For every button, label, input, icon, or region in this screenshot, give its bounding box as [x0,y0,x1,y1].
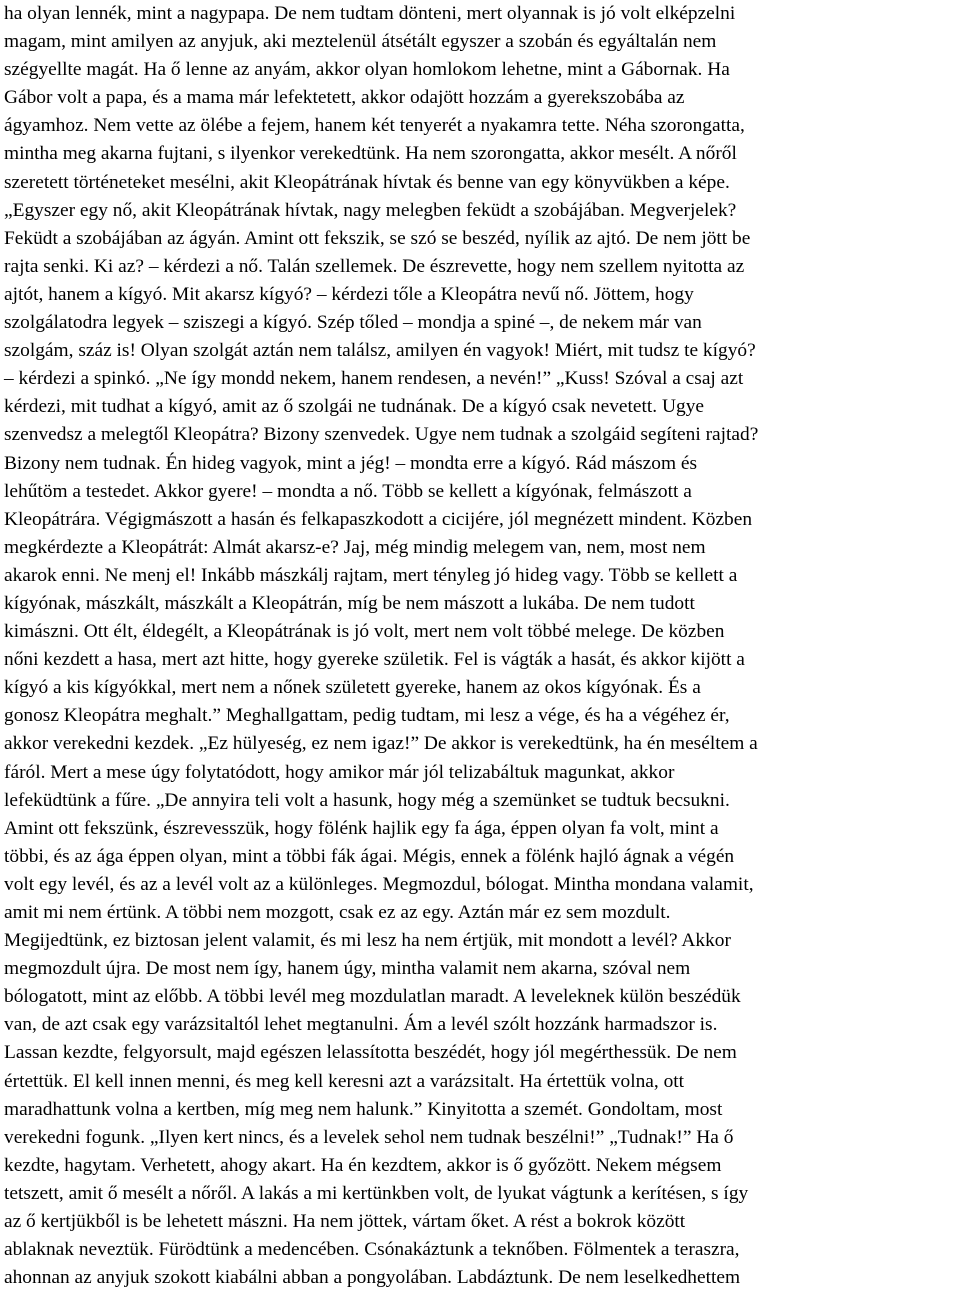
text-line: volt egy levél, és az a levél volt az a különleges. Megmozdul, bólogat. Mintha mondana valamit, [4,873,754,895]
text-line: akkor verekedni kezdek. „Ez hülyeség, ez nem igaz!” De akkor is verekedtünk, ha én meséltem a [4,733,758,755]
text-line: – kérdezi a spinkó. „Ne így mondd nekem, hanem rendesen, a nevén!” „Kuss! Szóval a csaj azt [4,368,744,390]
text-line: tetszett, amit ő mesélt a nőről. A lakás a mi kertünkben volt, de lyukat vágtunk a kerítésen, s így [4,1182,749,1204]
text-line: többi, és az ága éppen olyan, mint a többi fák ágai. Mégis, ennek a fölénk hajló ágnak a végén [4,845,735,867]
text-line: kimászni. Ott élt, éldegélt, a Kleopátrának is jó volt, mert nem volt többé melege. De közben [4,621,725,643]
text-line: Feküdt a szobájában az ágyán. Amint ott fekszik, se szó se beszéd, nyílik az ajtó. De nem jött be [4,227,751,249]
text-line: megmozdult újra. De most nem így, hanem úgy, mintha valamit nem akarna, szóval nem [4,958,691,980]
text-line: verekedni fogunk. „Ilyen kert nincs, és a levelek sehol nem tudnak beszélni!” „Tudnak!” Ha ő [4,1126,734,1148]
text-line: kérdezi, mit tudhat a kígyó, amit az ő szolgái ne tudnának. De a kígyó csak nevetett. Ugye [4,396,704,418]
text-line: Megijedtünk, ez biztosan jelent valamit, és mi lesz ha nem értjük, mit mondott a levél? Akkor [4,930,731,952]
text-line: rajta senki. Ki az? – kérdezi a nő. Talán szellemek. De észrevette, hogy nem szellem nyitotta az [4,255,745,277]
text-line: szenvedsz a melegtől Kleopátra? Bizony szenvedek. Ugye nem tudnak a szolgáid segíteni rajtad? [4,424,759,446]
text-line: ágyamhoz. Nem vette az ölébe a fejem, hanem két tenyerét a nyakamra tette. Néha szorongatta, [4,115,745,137]
text-line: nőni kezdett a hasa, mert azt hitte, hogy gyereke születik. Fel is vágták a hasát, és akkor kijött a [4,649,745,671]
text-line: fáról. Mert a mese úgy folytatódott, hogy amikor már jól telizabáltuk magunkat, akkor [4,761,675,783]
text-line: Kleopátrára. Végigmászott a hasán és felkapaszkodott a cicijére, jól megnézett mindent. Közben [4,508,753,530]
text-line: lehűtöm a testedet. Akkor gyere! – mondta a nő. Több se kellett a kígyónak, felmászott a [4,480,692,502]
text-line: megkérdezte a Kleopátrát: Almát akarsz-e? Jaj, még mindig melegem van, nem, most nem [4,536,706,558]
text-line: amit mi nem értünk. A többi nem mozgott, csak ez az egy. Aztán már ez sem mozdult. [4,902,671,923]
text-line: magam, mint amilyen az anyjuk, aki meztelenül átsétált egyszer a szobán és egyáltalán nem [4,31,717,53]
text-line: szolgám, száz is! Olyan szolgát aztán nem találsz, amilyen én vagyok! Miért, mit tudsz te kígyó? [4,340,756,362]
text-line: kígyónak, mászkált, mászkált a Kleopátrán, míg be nem mászott a lukába. De nem tudott [4,592,695,614]
text-line: van, de azt csak egy varázsitaltól lehet megtanulni. Ám a levél szólt hozzánk harmadszor is. [4,1014,718,1036]
text-line: Amint ott fekszünk, észrevesszük, hogy fölénk hajlik egy fa ága, éppen olyan fa volt, mint a [4,817,719,839]
text-line: kezdte, hagytam. Verhetett, ahogy akart. Ha én kezdtem, akkor is ő győzött. Nekem mégsem [4,1154,722,1176]
text-line: Gábor volt a papa, és a mama már lefektetett, akkor odajött hozzám a gyerekszobába az [4,87,685,109]
text-line: az ő kertjükből is be lehetett mászni. Ha nem jöttek, vártam őket. A rést a bokrok között [4,1211,686,1233]
text-line: kígyó a kis kígyókkal, mert nem a nőnek született gyereke, hanem az okos kígyónak. És a [4,677,701,699]
text-line: szégyellte magát. Ha ő lenne az anyám, akkor olyan homlokom lehetne, mint a Gábornak. Ha [4,59,730,81]
text-line: gonosz Kleopátra meghalt.” Meghallgattam, pedig tudtam, mi lesz a vége, és ha a végéhez ér, [4,705,730,727]
text-line: szolgálatodra legyek – sziszegi a kígyó. Szép tőled – mondja a spiné –, de nekem már van [4,312,702,334]
text-line: ajtót, hanem a kígyó. Mit akarsz kígyó? – kérdezi tőle a Kleopátra nevű nő. Jöttem, hogy [4,283,694,305]
text-line: Lassan kezdte, felgyorsult, majd egészen lelassította beszédét, hogy jól megérthessük. De nem [4,1042,737,1064]
text-line: mintha meg akarna fujtani, s ilyenkor verekedtünk. Ha nem szorongatta, akkor mesélt. A nőről [4,143,737,165]
text-line: bólogatott, mint az előbb. A többi levél meg mozdulatlan maradt. A leveleknek külön beszédük [4,986,741,1008]
text-line: ha olyan lennék, mint a nagypapa. De nem tudtam dönteni, mert olyannak is jó volt elképzelni [4,3,736,24]
body-text [4,0,956,1292]
text-line: ahonnan az anyjuk szokott kiabálni abban a pongyolában. Labdáztunk. De nem leselkedhettem [4,1267,741,1289]
text-line: maradhattunk volna a kertben, míg meg nem halunk.” Kinyitotta a szemét. Gondoltam, most [4,1098,723,1120]
text-line: értettük. El kell innen menni, és meg kell keresni azt a varázsitalt. Ha értettük volna, ott [4,1070,685,1092]
text-line: lefeküdtünk a fűre. „De annyira teli volt a hasunk, hogy még a szemünket se tudtuk becsukni. [4,789,730,811]
text-line: Bizony nem tudnak. Én hideg vagyok, mint a jég! – mondta erre a kígyó. Rád mászom és [4,452,698,474]
text-line: ablaknak neveztük. Fürödtünk a medencében. Csónakáztunk a teknőben. Fölmentek a teraszra, [4,1239,740,1261]
text-line: szeretett történeteket mesélni, akit Kleopátrának hívtak és benne van egy könyvükben a képe. [4,171,730,193]
text-line: „Egyszer egy nő, akit Kleopátrának hívtak, nagy melegben feküdt a szobájában. Megverjelek? [4,199,737,221]
text-line: akarok enni. Ne menj el! Inkább mászkálj rajtam, mert tényleg jó hideg vagy. Több se kellett a [4,564,738,586]
